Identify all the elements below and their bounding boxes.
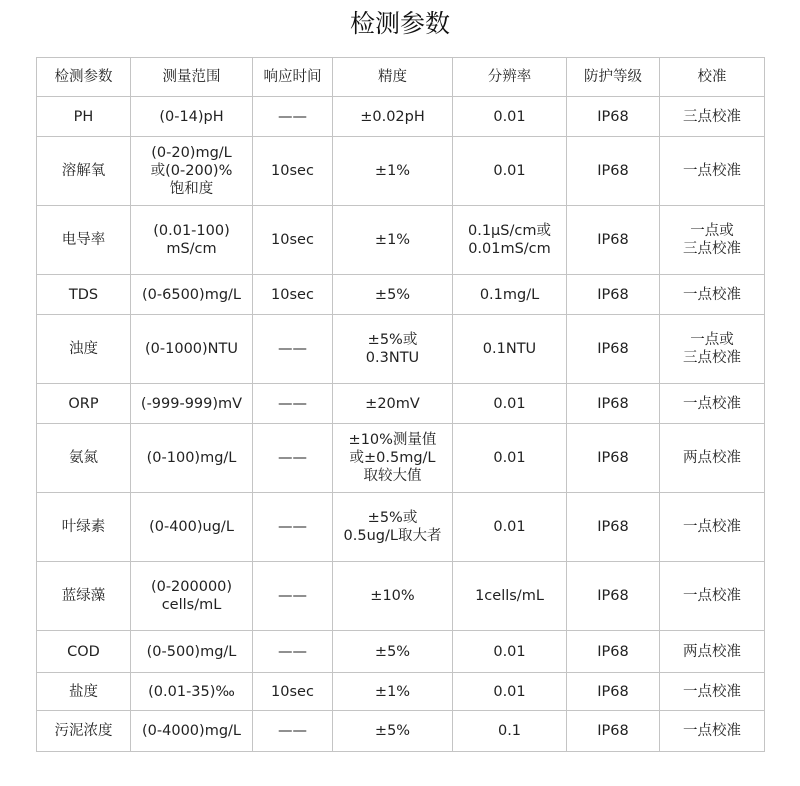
table-cell: (0-1000)NTU <box>131 315 253 384</box>
table-cell: ±5%或 0.3NTU <box>333 315 453 384</box>
table-cell: 0.1NTU <box>453 315 567 384</box>
table-cell: 0.01 <box>453 137 567 206</box>
table-cell: PH <box>37 97 131 137</box>
header-cell: 测量范围 <box>131 58 253 97</box>
table-cell: ±1% <box>333 206 453 275</box>
header-cell: 分辨率 <box>453 58 567 97</box>
spec-table <box>36 57 765 752</box>
table-row <box>37 384 765 424</box>
table-cell: 0.01 <box>453 384 567 424</box>
table-cell: 叶绿素 <box>37 493 131 562</box>
table-cell: 0.01 <box>453 424 567 493</box>
table-cell: ±5%或 0.5ug/L取大者 <box>333 493 453 562</box>
table-cell: 浊度 <box>37 315 131 384</box>
table-cell: 污泥浓度 <box>37 711 131 752</box>
table-cell: 一点校准 <box>660 493 765 562</box>
table-cell: 一点校准 <box>660 673 765 711</box>
table-cell: (0-400)ug/L <box>131 493 253 562</box>
table-cell: IP68 <box>567 384 660 424</box>
table-cell: ±5% <box>333 711 453 752</box>
table-cell: (0.01-100) mS/cm <box>131 206 253 275</box>
table-row <box>37 562 765 631</box>
table-cell: ±10% <box>333 562 453 631</box>
table-cell: 一点或 三点校准 <box>660 206 765 275</box>
table-header-row <box>37 58 765 97</box>
table-cell: —— <box>253 384 333 424</box>
table-cell: IP68 <box>567 206 660 275</box>
table-cell: —— <box>253 631 333 673</box>
table-cell: 一点校准 <box>660 275 765 315</box>
table-row <box>37 315 765 384</box>
table-row <box>37 673 765 711</box>
table-cell: 两点校准 <box>660 631 765 673</box>
table-cell: 电导率 <box>37 206 131 275</box>
table-cell: COD <box>37 631 131 673</box>
table-cell: IP68 <box>567 315 660 384</box>
table-cell: IP68 <box>567 673 660 711</box>
page-title: 检测参数 <box>349 9 450 38</box>
table-cell: (-999-999)mV <box>131 384 253 424</box>
table-cell: IP68 <box>567 562 660 631</box>
table-cell: 0.1 <box>453 711 567 752</box>
table-row <box>37 493 765 562</box>
table-cell: ±0.02pH <box>333 97 453 137</box>
table-cell: 三点校准 <box>660 97 765 137</box>
table-cell: ±1% <box>333 137 453 206</box>
table-cell: 两点校准 <box>660 424 765 493</box>
table-cell: ORP <box>37 384 131 424</box>
table-cell: 一点校准 <box>660 711 765 752</box>
table-cell: 0.01 <box>453 631 567 673</box>
table-cell: (0-200000) cells/mL <box>131 562 253 631</box>
table-cell: (0-4000)mg/L <box>131 711 253 752</box>
table-cell: (0-100)mg/L <box>131 424 253 493</box>
table-cell: IP68 <box>567 711 660 752</box>
table-cell: —— <box>253 97 333 137</box>
table-row <box>37 631 765 673</box>
table-cell: 0.01 <box>453 97 567 137</box>
table-cell: —— <box>253 315 333 384</box>
table-cell: 一点或 三点校准 <box>660 315 765 384</box>
table-cell: —— <box>253 562 333 631</box>
table-row <box>37 97 765 137</box>
table-cell: 盐度 <box>37 673 131 711</box>
table-cell: IP68 <box>567 424 660 493</box>
table-cell: (0.01-35)‰ <box>131 673 253 711</box>
table-cell: ±5% <box>333 275 453 315</box>
table-cell: —— <box>253 424 333 493</box>
header-cell: 精度 <box>333 58 453 97</box>
table-cell: IP68 <box>567 493 660 562</box>
table-cell: 蓝绿藻 <box>37 562 131 631</box>
table-row <box>37 424 765 493</box>
table-row <box>37 275 765 315</box>
table-cell: 10sec <box>253 673 333 711</box>
table-cell: (0-500)mg/L <box>131 631 253 673</box>
table-cell: IP68 <box>567 275 660 315</box>
table-cell: IP68 <box>567 631 660 673</box>
table-cell: ±5% <box>333 631 453 673</box>
table-cell: 10sec <box>253 206 333 275</box>
table-cell: (0-14)pH <box>131 97 253 137</box>
table-cell: —— <box>253 711 333 752</box>
table-cell: 10sec <box>253 275 333 315</box>
header-cell: 校准 <box>660 58 765 97</box>
table-cell: ±10%测量值 或±0.5mg/L 取较大值 <box>333 424 453 493</box>
table-cell: IP68 <box>567 137 660 206</box>
table-cell: 一点校准 <box>660 137 765 206</box>
table-cell: TDS <box>37 275 131 315</box>
table-cell: (0-20)mg/L 或(0-200)% 饱和度 <box>131 137 253 206</box>
header-cell: 检测参数 <box>37 58 131 97</box>
header-cell: 防护等级 <box>567 58 660 97</box>
table-cell: 溶解氧 <box>37 137 131 206</box>
table-row <box>37 137 765 206</box>
table-cell: 一点校准 <box>660 562 765 631</box>
table-cell: 10sec <box>253 137 333 206</box>
table-cell: 氨氮 <box>37 424 131 493</box>
table-cell: 0.01 <box>453 673 567 711</box>
table-cell: 一点校准 <box>660 384 765 424</box>
table-cell: 1cells/mL <box>453 562 567 631</box>
table-cell: (0-6500)mg/L <box>131 275 253 315</box>
table-cell: —— <box>253 493 333 562</box>
table-cell: IP68 <box>567 97 660 137</box>
table-row <box>37 206 765 275</box>
table-row <box>37 711 765 752</box>
table-cell: 0.1μS/cm或 0.01mS/cm <box>453 206 567 275</box>
table-cell: ±20mV <box>333 384 453 424</box>
table-cell: ±1% <box>333 673 453 711</box>
table-cell: 0.01 <box>453 493 567 562</box>
header-cell: 响应时间 <box>253 58 333 97</box>
table-cell: 0.1mg/L <box>453 275 567 315</box>
